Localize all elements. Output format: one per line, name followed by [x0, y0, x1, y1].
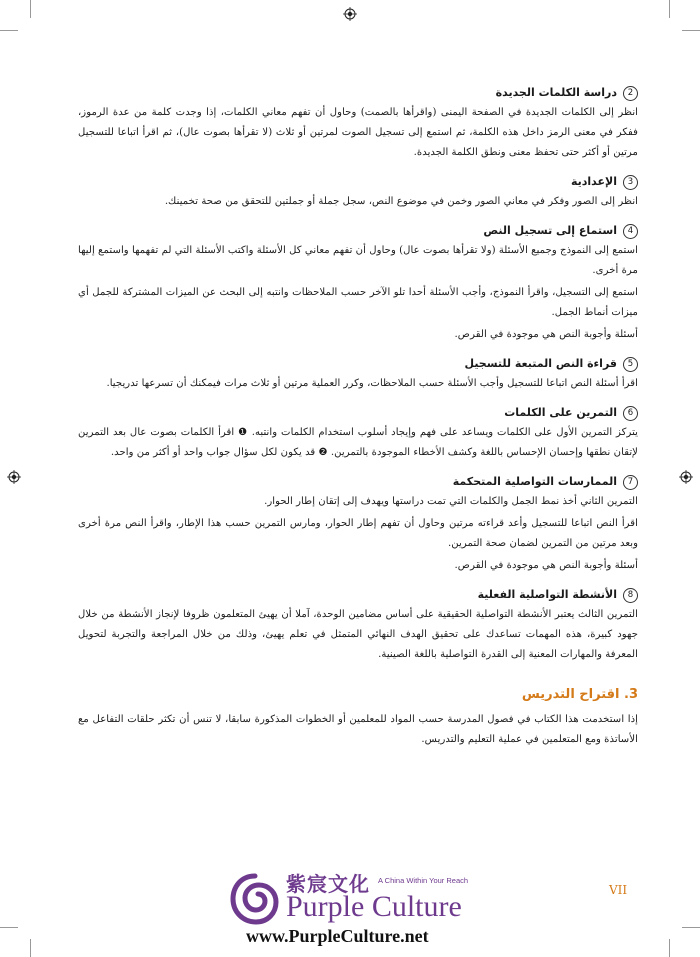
section-heading: [78, 586, 638, 604]
section-paragraph: التمرين الثاني أخذ نمط الجمل والكلمات التي تمت دراستها ويهدف إلى إتقان إطار الحوار.: [264, 496, 638, 507]
trim-mark: [0, 927, 18, 928]
trim-mark: [30, 939, 31, 957]
section-number: 7: [623, 475, 638, 490]
registration-mark-left-icon: [7, 470, 21, 484]
purple-culture-watermark: [222, 868, 482, 954]
trim-mark: [669, 0, 670, 18]
section-number: 3: [623, 175, 638, 190]
purple-culture-swirl-icon: [230, 872, 280, 926]
logo-tagline: A China Within Your Reach: [378, 876, 469, 885]
section-title: دراسة الكلمات الجديدة: [495, 86, 617, 99]
logo-name: Purple Culture: [286, 890, 462, 923]
section-word-exercise: [78, 404, 638, 463]
section-heading: [78, 473, 638, 491]
section-number: 4: [623, 224, 638, 239]
section-paragraph: يتركز التمرين الأول على الكلمات ويساعد على فهم وإيجاد أسلوب استخدام الكلمات وانتبه. ❶ اقرأ الكلمات بصوت عال بعد التمرين لإتقان نطقها وإحسان الإحساس باللغة وكشف الأخطاء الموجودة بالتمرين. ❷ قد يكون لكل سؤال جواب واحد أو أكثر من واحد.: [78, 427, 639, 458]
section-title: الممارسات التواصلية المتحكمة: [452, 475, 617, 488]
section-paragraph: أسئلة وأجوبة النص هي موجودة في القرص.: [454, 329, 638, 340]
trim-mark: [682, 927, 700, 928]
section-preparation: [78, 173, 638, 212]
section-paragraph: استمع إلى النموذج وجميع الأسئلة (ولا تقرأها بصوت عال) وحاول أن تفهم معاني كل الأسئلة واكتب الأسئلة التي لم تفهمها واستمع إليها مرة أخرى.: [78, 245, 638, 276]
section-paragraph: انظر إلى الكلمات الجديدة في الصفحة اليمنى (واقرأها بالصمت) وحاول أن تفهم معاني الكلمات، إذا وجدت كلمة من عدة الرموز، ففكر في معنى الرمز داخل هذه الكلمة، ثم استمع إلى تسجيل الصوت لمرتين أو ثلاث (لا تقرأها بصوت عال)، ثم اقرأ اتباعا للتسجيل مرتين أو أكثر حتى تحفظ معنى ونطق الكلمة الجديدة.: [78, 107, 638, 158]
section-heading: [78, 222, 638, 240]
section-number: 6: [623, 406, 638, 421]
section-paragraph: انظر إلى الصور وفكر في معاني الصور وخمن في موضوع النص، سجل جملة أو جملتين للتحقق من صحة تخمينك.: [164, 196, 638, 207]
section-title: الأنشطة التواصلية الفعلية: [477, 588, 617, 601]
section-heading: [78, 355, 638, 373]
page-number: VII: [609, 883, 628, 897]
trim-mark: [0, 30, 18, 31]
registration-mark-top-icon: [343, 7, 357, 21]
trim-mark: [30, 0, 31, 18]
section-new-words: [78, 84, 638, 163]
section-title: التمرين على الكلمات: [504, 406, 617, 419]
section-listening: [78, 222, 638, 345]
section-paragraph: أسئلة وأجوبة النص هي موجودة في القرص.: [454, 560, 638, 571]
section-paragraph: التمرين الثالث يعتبر الأنشطة التواصلية الحقيقية على أساس مضامين الوحدة، آملا أن يهيئ المتعلمون ظروفا لإنجاز الأنشطة من خلال جهود كبيرة، هذه المهمات تساعدك على تحقيق الهدف النهائي المتمثل في تعلم يهيئ، وذلك من خلال المراجعة والتجربة لتحويل المعرفة والمهارات المعنية إلى القدرة التواصلية باللغة الصينية.: [78, 609, 638, 660]
section-heading: [78, 84, 638, 102]
section-number: 5: [623, 357, 638, 372]
section-reading: [78, 355, 638, 394]
section-heading: [78, 173, 638, 191]
teaching-suggestion-heading: 3. اقتراح التدريس: [521, 687, 638, 702]
section-number: 2: [623, 86, 638, 101]
section-communicative-activities: [78, 586, 638, 665]
section-paragraph: اقرأ النص اتباعا للتسجيل وأعد قراءته مرتين وحاول أن تفهم إطار الحوار، ومارس التمرين حسب هذا الإطار، واقرأ النص مرة أخرى وبعد مرتين من التمرين لضمان صحة التمرين.: [78, 518, 638, 549]
section-title: استماع إلى تسجيل النص: [483, 224, 617, 237]
logo-chinese-name: 紫宸文化: [286, 872, 370, 896]
teaching-suggestion-text: إذا استخدمت هذا الكتاب في فصول المدرسة حسب المواد للمعلمين أو الخطوات المذكورة سابقا، لا تنس أن تكثر حلقات التفاعل مع الأساتذة ومع المتعلمين في عملية التعليم والتدريس.: [78, 714, 638, 745]
section-title: الإعدادية: [570, 175, 617, 188]
document-body: [78, 84, 638, 752]
section-title: قراءة النص المتبعة للتسجيل: [464, 357, 617, 370]
section-heading: [78, 404, 638, 422]
trim-mark: [682, 30, 700, 31]
section-number: 8: [623, 588, 638, 603]
registration-mark-right-icon: [679, 470, 693, 484]
section-controlled-practice: [78, 473, 638, 576]
trim-mark: [669, 939, 670, 957]
logo-url: www.PurpleCulture.net: [246, 926, 429, 946]
section-paragraph: اقرأ أسئلة النص اتباعا للتسجيل وأجب الأسئلة حسب الملاحظات، وكرر العملية مرتين أو ثلاث مرات فيمكنك أن تسرعها تدريجيا.: [106, 378, 638, 389]
section-paragraph: استمع إلى التسجيل، واقرأ النموذج، وأجب الأسئلة أحدا تلو الآخر حسب الملاحظات وانتبه إلى البحث عن الميزات المشتركة للجمل أي ميزات أنماط الجمل.: [78, 287, 638, 318]
